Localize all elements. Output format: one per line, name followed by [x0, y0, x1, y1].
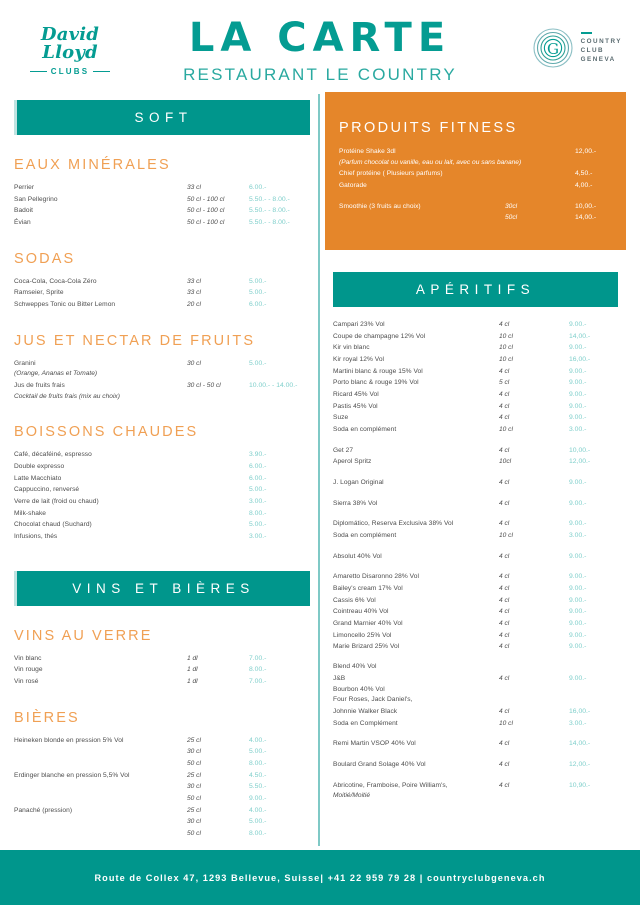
page-header	[0, 0, 640, 92]
item-price: 8.00.-	[249, 509, 267, 517]
country-club-geneva-words	[581, 32, 622, 64]
item-name: Cassis 6% Vol	[333, 596, 376, 604]
item-name: Grand Marnier 40% Vol	[333, 620, 403, 628]
menu-item-row	[333, 571, 618, 583]
item-price: 10,00.-	[575, 202, 597, 210]
item-name: Ricard 45% Vol	[333, 391, 379, 399]
item-name: Smoothie (3 fruits au choix)	[339, 202, 421, 210]
item-name: Four Roses, Jack Daniel's,	[333, 696, 413, 704]
item-name: Johnnie Walker Black	[333, 707, 398, 715]
item-price: 9.00.-	[569, 479, 587, 487]
item-size: 4 cl	[499, 520, 510, 528]
item-price: 9.00.-	[569, 499, 587, 507]
item-name: Ramseier, Sprite	[14, 289, 64, 297]
item-name: Café, décaféiné, espresso	[14, 451, 92, 459]
row-spacer	[333, 562, 618, 571]
item-size: 4 cl	[499, 391, 510, 399]
item-size: 10 cl	[499, 426, 513, 434]
item-name: Boulard Grand Solage 40% Vol	[333, 760, 426, 768]
item-name: Verre de lait (froid ou chaud)	[14, 498, 99, 506]
item-price: 6.00.-	[249, 463, 267, 471]
item-price: 5.00.-	[249, 486, 267, 494]
item-note: Moitié/Moitié	[333, 792, 371, 800]
menu-item-row	[333, 342, 618, 354]
menu-item-row	[333, 630, 618, 642]
concentric-g-icon	[532, 27, 574, 69]
ccg-line-3: GENEVA	[580, 55, 616, 63]
item-price: 7.00.-	[249, 654, 267, 662]
item-price: 9.00.-	[569, 620, 587, 628]
row-spacer	[333, 468, 618, 477]
item-name: Abricotine, Framboise, Poire William's,	[333, 781, 448, 789]
menu-item-row	[333, 412, 618, 424]
item-price: 9.00.-	[569, 596, 587, 604]
item-size: 10 cl	[499, 532, 513, 540]
menu-item-row	[333, 641, 618, 653]
item-size: 10 cl	[499, 356, 513, 364]
item-size: 33 cl	[187, 289, 201, 297]
item-name: Suze	[333, 414, 349, 422]
item-size: 1 dl	[187, 678, 198, 686]
item-price: 10,90.-	[569, 781, 591, 789]
menu-item-row	[333, 424, 618, 436]
item-size: 1 dl	[187, 666, 198, 674]
item-name: Amaretto Disaronno 28% Vol	[333, 573, 419, 581]
item-name: Cointreau 40% Vol	[333, 608, 389, 616]
menu-item-row	[14, 770, 310, 782]
item-size: 5 cl	[499, 379, 510, 387]
item-size: 50 cl - 100 cl	[187, 207, 225, 215]
item-price: 9.00.-	[569, 552, 587, 560]
item-price: 8.00.-	[249, 830, 267, 838]
david-lloyd-wordmark: David Lloyd	[40, 24, 100, 63]
section-banner-vins: VINS ET BIÈRES	[14, 571, 310, 606]
menu-body	[0, 92, 640, 850]
item-name: Erdinger blanche en pression 5,5% Vol	[14, 771, 130, 779]
item-price: 3.00.-	[569, 426, 587, 434]
row-spacer	[333, 489, 618, 498]
menu-item-row	[333, 518, 618, 530]
item-size: 10 cl	[499, 332, 513, 340]
menu-item-row	[333, 618, 618, 630]
menu-item-row	[14, 816, 310, 828]
menu-item-row	[14, 473, 310, 485]
menu-item-row	[333, 583, 618, 595]
row-spacer	[333, 509, 618, 518]
footer-contact-text: Route de Collex 47, 1293 Bellevue, Suisse| +41 22 959 79 28 | countryclubgeneva.ch	[94, 872, 546, 883]
aperitif-rows	[325, 319, 626, 802]
item-name: Jus de fruits frais	[14, 382, 65, 390]
item-name: Cappuccino, renversé	[14, 486, 80, 494]
menu-item-row	[14, 276, 310, 288]
item-name: J&B	[333, 674, 346, 682]
item-price: 16,00.-	[569, 356, 591, 364]
item-name: Kir royal 12% Vol	[333, 356, 385, 364]
item-name: Chief protéine ( Plusieurs parfums)	[339, 170, 443, 178]
item-name: Martini blanc & rouge 15% Vol	[333, 367, 423, 375]
menu-item-row	[14, 299, 310, 311]
menu-item-row	[333, 389, 618, 401]
menu-item-row	[333, 319, 618, 331]
item-name: Vin rouge	[14, 666, 43, 674]
item-name: Limoncello 25% Vol	[333, 631, 392, 639]
menu-item-row	[14, 194, 310, 206]
item-name: Gatorade	[339, 182, 367, 190]
item-price: 9.00.-	[569, 631, 587, 639]
category-title: BIÈRES	[14, 709, 80, 726]
item-size: 4 cl	[499, 674, 510, 682]
david-lloyd-clubs-label: CLUBS	[50, 67, 90, 76]
item-price: 9.00.-	[569, 674, 587, 682]
menu-item-row	[14, 781, 310, 793]
item-size: 33 cl	[187, 184, 201, 191]
item-name: Kir vin blanc	[333, 344, 370, 352]
item-name: Badoit	[14, 207, 33, 215]
menu-item-row	[14, 508, 310, 520]
item-price: 9.00.-	[569, 379, 587, 387]
item-size: 4 cl	[499, 479, 510, 487]
item-name: Protéine Shake 3dl	[339, 148, 396, 155]
item-price: 9.00.-	[569, 643, 587, 651]
item-note: (Parfum chocolat ou vanille, eau ou lait, avec ou sans banane)	[339, 158, 522, 166]
item-size: 4 cl	[499, 321, 510, 329]
item-size: 10 cl	[499, 719, 513, 727]
fitness-block	[325, 92, 626, 250]
item-price: 5.50.- - 8.00.-	[249, 219, 290, 227]
left-column	[14, 100, 310, 840]
item-price: 9.00.-	[249, 795, 267, 803]
item-size: 4 cl	[499, 585, 510, 593]
menu-item-row	[14, 358, 310, 370]
item-price: 14,00.-	[569, 332, 591, 340]
row-spacer	[333, 653, 618, 662]
menu-item-row	[333, 456, 618, 468]
row-spacer	[333, 729, 618, 738]
menu-item-row	[339, 168, 612, 180]
item-name: J. Logan Original	[333, 479, 384, 487]
item-name: Remi Martin VSOP 40% Vol	[333, 740, 416, 748]
item-price: 5.50.-	[249, 783, 267, 791]
item-name: Pastis 45% Vol	[333, 402, 378, 410]
item-price: 8.00.-	[249, 760, 267, 768]
item-price: 7.00.-	[249, 678, 267, 686]
section-banner-soft: SOFT	[14, 100, 310, 135]
menu-item-row	[14, 484, 310, 496]
item-size: 4 cl	[499, 414, 510, 422]
category-title: SODAS	[14, 250, 76, 267]
item-price: 4.50.-	[249, 771, 267, 779]
item-name: San Pellegrino	[14, 195, 58, 203]
category-title: BOISSONS CHAUDES	[14, 424, 199, 441]
menu-item-row	[14, 653, 310, 665]
menu-item-row	[333, 354, 618, 366]
item-size: 50cl	[505, 214, 518, 222]
item-price: 3.00.-	[569, 719, 587, 727]
item-name: Blend 40% Vol	[333, 663, 377, 671]
category-rows	[14, 735, 310, 840]
menu-item-row	[333, 551, 618, 563]
item-name: Latte Macchiato	[14, 474, 62, 482]
category-title: VINS AU VERRE	[14, 627, 153, 644]
item-name: Bourbon 40% Vol	[333, 685, 385, 693]
item-price: 4.00.-	[249, 736, 267, 744]
item-price: 6.00.-	[249, 184, 267, 191]
item-name: Soda en complément	[333, 426, 397, 434]
item-price: 10,00.-	[569, 446, 591, 454]
item-name: Coca-Cola, Coca-Cola Zéro	[14, 277, 97, 285]
item-size: 4 cl	[499, 620, 510, 628]
row-spacer	[333, 542, 618, 551]
menu-item-row	[333, 401, 618, 413]
ccg-line-2: CLUB	[580, 46, 605, 54]
dash-icon	[581, 32, 592, 34]
item-size: 10 cl	[499, 344, 513, 352]
category-rows	[14, 653, 310, 688]
page-title: LA CARTE	[188, 15, 452, 61]
item-price: 9.00.-	[569, 391, 587, 399]
category-title: EAUX MINÉRALES	[14, 157, 171, 173]
item-price: 5.00.-	[249, 289, 267, 297]
item-size: 1 dl	[187, 654, 198, 662]
item-size: 50 cl	[187, 760, 201, 768]
row-spacer	[339, 192, 612, 201]
menu-item-row	[333, 780, 618, 792]
menu-item-row	[339, 212, 612, 224]
menu-item-row	[14, 217, 310, 229]
item-size: 4 cl	[499, 740, 510, 748]
menu-item-row	[14, 449, 310, 461]
item-price: 9.00.-	[569, 608, 587, 616]
item-name: Vin rosé	[14, 678, 39, 686]
menu-item-row	[333, 445, 618, 457]
item-size: 30 cl	[187, 818, 201, 826]
menu-item-row	[333, 738, 618, 750]
item-price: 12,00.-	[569, 760, 591, 768]
item-size: 25 cl	[187, 736, 201, 744]
column-divider	[318, 94, 320, 846]
category-rows	[14, 358, 310, 403]
menu-item-row	[14, 758, 310, 770]
item-name: Évian	[14, 219, 31, 227]
item-price: 5.00.-	[249, 359, 267, 367]
item-size: 4 cl	[499, 596, 510, 604]
item-price: 5.50.- - 8.00.-	[249, 195, 290, 203]
item-price: 9.00.-	[569, 367, 587, 375]
menu-item-row	[333, 530, 618, 542]
item-price: 6.00.-	[249, 301, 267, 309]
item-name: Sierra 38% Vol	[333, 499, 378, 507]
menu-item-row	[333, 685, 618, 696]
item-name: Panaché (pression)	[14, 806, 73, 814]
item-size: 10cl	[499, 458, 512, 466]
item-price: 9.00.-	[569, 344, 587, 352]
row-spacer	[333, 750, 618, 759]
category-title: JUS ET NECTAR DE FRUITS	[14, 332, 256, 349]
right-column	[325, 92, 626, 802]
item-size: 4 cl	[499, 402, 510, 410]
menu-item-row	[333, 595, 618, 607]
category-rows	[14, 276, 310, 311]
item-name: Infusions, thés	[14, 533, 58, 541]
item-price: 5.00.-	[249, 521, 267, 529]
item-price: 5.50.- - 8.00.-	[249, 207, 290, 215]
item-name: Get 27	[333, 446, 354, 454]
item-size: 4 cl	[499, 367, 510, 375]
menu-item-row	[339, 201, 612, 213]
item-name: Soda en Complément	[333, 719, 398, 727]
item-price: 9.00.-	[569, 520, 587, 528]
row-spacer	[333, 771, 618, 780]
menu-item-row	[333, 366, 618, 378]
item-size: 4 cl	[499, 552, 510, 560]
menu-item-row	[14, 496, 310, 508]
menu-item-row	[14, 287, 310, 299]
item-size: 4 cl	[499, 781, 510, 789]
menu-item-row	[14, 664, 310, 676]
page-subtitle: RESTAURANT LE COUNTRY	[183, 65, 457, 84]
item-size: 50 cl	[187, 795, 201, 803]
item-size: 50 cl - 100 cl	[187, 219, 225, 227]
item-size: 4 cl	[499, 707, 510, 715]
item-name: Schweppes Tonic ou Bitter Lemon	[14, 301, 116, 309]
item-price: 4,00.-	[575, 182, 593, 190]
item-size: 50 cl - 100 cl	[187, 195, 225, 203]
item-size: 30cl	[505, 202, 518, 210]
menu-item-row	[333, 695, 618, 706]
item-size: 25 cl	[187, 771, 201, 779]
category-rows	[14, 449, 310, 542]
item-name: Diplomático, Reserva Exclusiva 38% Vol	[333, 520, 454, 528]
item-name: Absolut 40% Vol	[333, 552, 382, 560]
item-size: 4 cl	[499, 446, 510, 454]
menu-item-row	[14, 380, 310, 392]
menu-item-row	[333, 706, 618, 718]
item-size: 30 cl	[187, 359, 201, 367]
item-name: Soda en complément	[333, 532, 397, 540]
item-price: 9.00.-	[569, 585, 587, 593]
item-price: 9.00.-	[569, 573, 587, 581]
menu-item-row	[333, 477, 618, 489]
menu-item-row	[333, 673, 618, 685]
menu-item-row	[333, 377, 618, 389]
item-size: 30 cl	[187, 783, 201, 791]
menu-item-row	[333, 331, 618, 343]
item-name: Vin blanc	[14, 654, 42, 662]
item-size: 4 cl	[499, 573, 510, 581]
menu-item-row	[333, 759, 618, 771]
menu-item-row	[339, 180, 612, 192]
item-size: 50 cl	[187, 830, 201, 838]
menu-item-row	[14, 461, 310, 473]
item-name: Bailey's cream 17% Vol	[333, 585, 403, 593]
menu-item-row	[14, 205, 310, 217]
fitness-rows	[339, 146, 612, 224]
item-price: 3.00.-	[249, 533, 267, 541]
menu-item-row	[14, 676, 310, 688]
menu-item-row	[14, 519, 310, 531]
item-price: 6.00.-	[249, 474, 267, 482]
item-name: Marie Brizard 25% Vol	[333, 643, 400, 651]
row-spacer	[333, 436, 618, 445]
item-size: 33 cl	[187, 277, 201, 285]
menu-item-row	[14, 746, 310, 758]
item-price: 3.00.-	[569, 532, 587, 540]
section-banner-aperitifs: APÉRITIFS	[333, 272, 618, 307]
item-name: Heineken blonde en pression 5% Vol	[14, 736, 124, 744]
item-price: 9.00.-	[569, 321, 587, 329]
item-price: 5.00.-	[249, 818, 267, 826]
item-size: 25 cl	[187, 806, 201, 814]
item-size: 20 cl	[187, 301, 201, 309]
menu-item-row	[339, 146, 612, 158]
item-note: (Orange, Ananas et Tomate)	[14, 370, 98, 378]
item-size: 30 cl - 50 cl	[187, 382, 221, 390]
menu-item-row	[14, 735, 310, 747]
item-price: 16,00.-	[569, 707, 591, 715]
page-footer	[0, 850, 640, 905]
item-name: Chocolat chaud (Suchard)	[14, 521, 92, 529]
item-name: Double expresso	[14, 463, 65, 471]
menu-item-row	[14, 182, 310, 194]
item-name: Campari 23% Vol	[333, 321, 385, 329]
item-size: 4 cl	[499, 608, 510, 616]
item-price: 9.00.-	[569, 414, 587, 422]
fitness-title: PRODUITS FITNESS	[339, 120, 518, 136]
menu-item-row	[14, 828, 310, 840]
item-note: Cocktail de fruits frais (mix au choix)	[14, 392, 120, 400]
item-name: Granini	[14, 359, 36, 367]
menu-item-row	[333, 498, 618, 510]
country-club-geneva-logo	[532, 27, 622, 69]
item-price: 10.00.- - 14.00.-	[249, 382, 298, 390]
category-rows	[14, 182, 310, 229]
item-size: 4 cl	[499, 499, 510, 507]
item-price: 14,00.-	[575, 214, 597, 222]
item-price: 12,00.-	[575, 148, 597, 155]
menu-item-row	[14, 793, 310, 805]
item-size: 4 cl	[499, 760, 510, 768]
item-price: 5.00.-	[249, 277, 267, 285]
item-price: 3.00.-	[249, 498, 267, 506]
item-price: 4.00.-	[249, 806, 267, 814]
menu-item-row	[14, 531, 310, 543]
item-size: 4 cl	[499, 643, 510, 651]
item-price: 3.90.-	[249, 451, 267, 459]
menu-item-row	[14, 805, 310, 817]
vins-sections	[14, 628, 310, 840]
item-price: 9.00.-	[569, 402, 587, 410]
item-size: 30 cl	[187, 748, 201, 756]
svg-text:G: G	[546, 40, 559, 58]
item-price: 14,00.-	[569, 740, 591, 748]
item-name: Aperol Spritz	[333, 458, 372, 466]
item-size: 4 cl	[499, 631, 510, 639]
item-name: Milk-shake	[14, 509, 47, 517]
item-price: 4,50.-	[575, 170, 593, 178]
item-price: 5.00.-	[249, 748, 267, 756]
item-price: 8.00.-	[249, 666, 267, 674]
ccg-line-1: COUNTRY	[580, 37, 622, 45]
soft-sections	[14, 157, 310, 543]
menu-item-row	[333, 606, 618, 618]
item-name: Perrier	[14, 184, 35, 191]
menu-item-row	[333, 662, 618, 673]
item-name: Coupe de champagne 12% Vol	[333, 332, 426, 340]
item-name: Porto blanc & rouge 19% Vol	[333, 379, 419, 387]
item-price: 12,00.-	[569, 458, 591, 466]
menu-item-row	[333, 718, 618, 730]
